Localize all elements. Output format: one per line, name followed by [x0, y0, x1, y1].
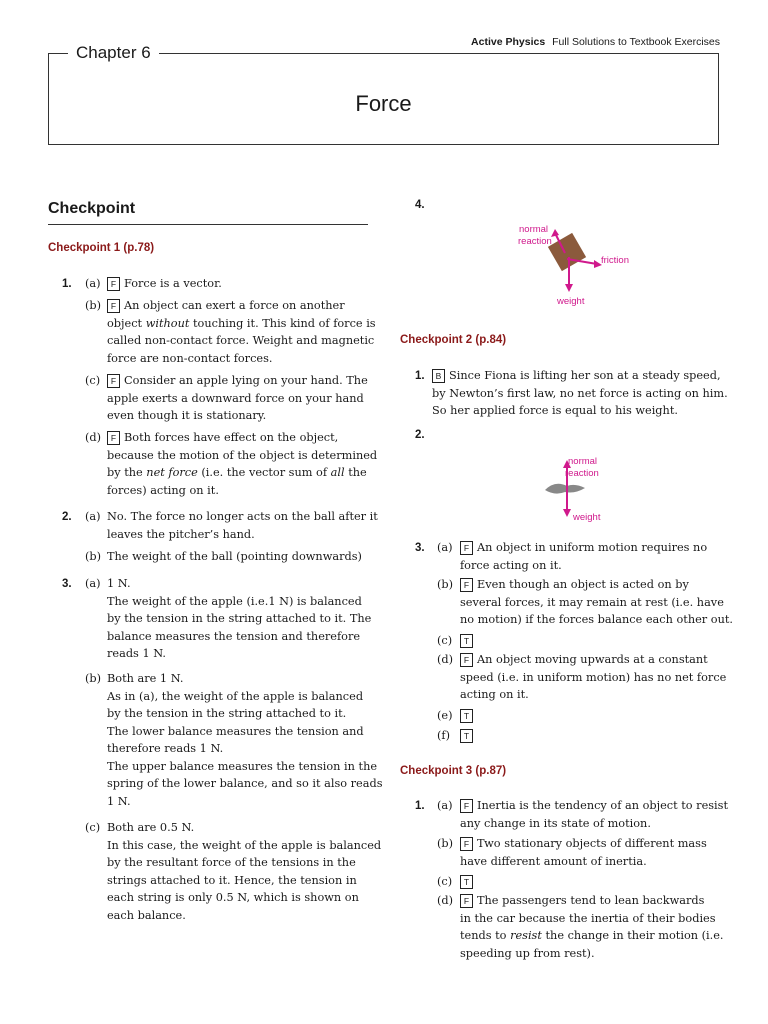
- answer-text: balance measures the tension and therefore: [107, 629, 361, 643]
- answer-text: acting on it.: [460, 688, 529, 701]
- c3q1b-answer: [460, 835, 707, 870]
- section-title: Checkpoint: [48, 200, 136, 217]
- answer-box: F: [107, 374, 120, 388]
- answer-text: the change in their motion (i.e.: [541, 929, 724, 942]
- answer-text: by the tension in the string attached to it.: [107, 707, 347, 720]
- answer-text: Two stationary objects of different mass: [477, 837, 707, 850]
- q1a-answer: [107, 275, 222, 293]
- figure-person-forces: [535, 450, 625, 528]
- q3c-answer: [107, 819, 381, 924]
- answer-text: No. The force no longer acts on the ball after it: [107, 510, 378, 523]
- answer-text: strings attached to it. Hence, the tension in: [107, 873, 357, 887]
- c3q1d-label: (d): [437, 894, 454, 907]
- answer-text: 1 N.: [107, 794, 131, 808]
- label-normal: normal: [519, 224, 549, 235]
- c2q3c-label: (c): [437, 634, 453, 647]
- answer-text: spring of the lower balance, and so it also reads: [107, 777, 383, 790]
- c2q2-number: 2.: [415, 429, 425, 441]
- q2b-label: (b): [85, 550, 102, 563]
- checkpoint-1-heading: Checkpoint 1 (p.78): [48, 242, 155, 254]
- answer-box: T: [460, 709, 473, 723]
- answer-box: F: [460, 541, 473, 555]
- c3q1d-answer: [460, 892, 724, 962]
- c2q3a-label: (a): [437, 541, 453, 554]
- answer-text: the: [344, 466, 367, 479]
- q1-number: 1.: [62, 278, 72, 290]
- answer-box: F: [460, 578, 473, 592]
- answer-text: The lower balance measures the tension and: [107, 724, 364, 738]
- book-title: Active Physics: [471, 36, 546, 48]
- answer-text: by the resultant force of the tensions in the: [107, 856, 356, 869]
- answer-text: touching it. This kind of force is: [189, 316, 376, 330]
- arrowhead: [551, 229, 559, 237]
- q2a-answer: [107, 508, 378, 543]
- block-on-slope: [548, 233, 586, 271]
- answer-box: T: [460, 875, 473, 889]
- q1d-answer: [107, 429, 377, 499]
- answer-text: Both forces have effect on the object,: [124, 431, 339, 444]
- answer-text: Force is a vector.: [124, 277, 222, 290]
- answer-emphasis: all: [330, 466, 345, 479]
- answer-text: Since Fiona is lifting her son at a steady speed,: [449, 369, 721, 382]
- answer-emphasis: resist: [510, 929, 542, 942]
- label-weight: weight: [573, 512, 601, 523]
- answer-text: The upper balance measures the tension in the: [107, 759, 378, 773]
- q3b-answer: [107, 670, 383, 810]
- answer-text: each string is only 0.5 N, which is shown on: [107, 891, 359, 904]
- q3a-answer: [107, 575, 371, 663]
- answer-text: speeding up from rest).: [460, 946, 595, 960]
- answer-box: F: [460, 799, 473, 813]
- q2a-label: (a): [85, 510, 101, 523]
- q3-number: 3.: [62, 578, 72, 590]
- chapter-title: Force: [355, 91, 412, 116]
- answer-text: reads 1 N.: [107, 647, 166, 660]
- answer-text: Consider an apple lying on your hand. The: [124, 374, 368, 387]
- answer-text: Both are 1 N.: [107, 672, 184, 685]
- checkpoint-2-heading: Checkpoint 2 (p.84): [400, 334, 507, 346]
- label-friction: friction: [601, 255, 629, 266]
- c2q3f-answer: [460, 727, 477, 745]
- answer-box: F: [460, 894, 473, 908]
- answer-text: (i.e. the vector sum of: [197, 466, 331, 479]
- answer-text: speed (i.e. in uniform motion) has no net force: [460, 670, 727, 684]
- q1d-label: (d): [85, 431, 102, 444]
- book-subtitle: Full Solutions to Textbook Exercises: [552, 36, 720, 48]
- answer-box: F: [107, 431, 120, 445]
- answer-text: The weight of the apple (i.e.1 N) is balanced: [107, 594, 362, 608]
- figure-block-forces: [505, 215, 645, 315]
- q1c-answer: [107, 372, 368, 425]
- lying-person: [545, 484, 585, 494]
- c2q1-number: 1.: [415, 370, 425, 382]
- c2q3e-answer: [460, 707, 477, 725]
- c3q1a-label: (a): [437, 799, 453, 812]
- answer-box: F: [107, 277, 120, 291]
- answer-text: leaves the pitcher’s hand.: [107, 527, 255, 541]
- answer-text: in the car because the inertia of their bodies: [460, 911, 716, 925]
- answer-box: F: [460, 837, 473, 851]
- label-reaction: reaction: [565, 468, 599, 479]
- answer-text: Inertia is the tendency of an object to resist: [477, 799, 729, 812]
- answer-box: T: [460, 634, 473, 648]
- answer-text: object: [107, 316, 146, 330]
- c2q1-answer: [432, 367, 728, 420]
- answer-text: force are non-contact forces.: [107, 351, 273, 365]
- answer-box: F: [107, 299, 120, 313]
- answer-text: An object in uniform motion requires no: [477, 541, 708, 554]
- c2q3f-label: (f): [437, 729, 450, 742]
- answer-text: have different amount of inertia.: [460, 854, 647, 868]
- answer-text: each balance.: [107, 908, 186, 922]
- answer-box: B: [432, 369, 445, 383]
- answer-text: In this case, the weight of the apple is balanced: [107, 838, 382, 852]
- answer-text: tends to: [460, 929, 511, 942]
- q1b-answer: [107, 297, 376, 367]
- answer-text: apple exerts a downward force on your hand: [107, 391, 364, 405]
- arrowhead: [563, 509, 571, 517]
- answer-text: An object can exert a force on another: [124, 299, 345, 312]
- q3b-label: (b): [85, 672, 102, 685]
- c3q1a-answer: [460, 797, 728, 832]
- c3q1c-answer: [460, 873, 477, 891]
- answer-emphasis: without: [145, 316, 190, 330]
- c3q1b-label: (b): [437, 837, 454, 850]
- label-weight: weight: [557, 296, 585, 307]
- q3a-label: (a): [85, 577, 101, 590]
- answer-text: The passengers tend to lean backwards: [477, 894, 705, 907]
- c2q3b-label: (b): [437, 578, 454, 591]
- c3q1c-label: (c): [437, 875, 453, 888]
- q4-number: 4.: [415, 199, 425, 211]
- answer-text: several forces, it may remain at rest (i.e. have: [460, 595, 724, 609]
- answer-box: T: [460, 729, 473, 743]
- q1b-label: (b): [85, 299, 102, 312]
- q3c-label: (c): [85, 821, 101, 834]
- c2q3c-answer: [460, 632, 477, 650]
- answer-box: F: [460, 653, 473, 667]
- answer-text: force acting on it.: [460, 558, 562, 572]
- c2q3-number: 3.: [415, 542, 425, 554]
- c2q3d-answer: [460, 651, 726, 704]
- q2-number: 2.: [62, 511, 72, 523]
- c3q1-number: 1.: [415, 800, 425, 812]
- answer-text: Even though an object is acted on by: [477, 578, 689, 591]
- answer-text: So her applied force is equal to his weight.: [432, 404, 678, 417]
- answer-text: Both are 0.5 N.: [107, 821, 195, 834]
- label-normal: normal: [568, 456, 598, 467]
- q1a-label: (a): [85, 277, 101, 290]
- answer-text: by the: [107, 466, 147, 479]
- chapter-label: Chapter 6: [68, 43, 159, 63]
- answer-text: no motion) if the forces balance each other out.: [460, 613, 733, 626]
- c2q3d-label: (d): [437, 653, 454, 666]
- answer-text: by the tension in the string attached to it. The: [107, 612, 372, 625]
- q2b-answer: The weight of the ball (pointing downwards): [107, 550, 362, 563]
- c2q3a-answer: [460, 539, 707, 574]
- answer-text: 1 N.: [107, 577, 131, 590]
- c2q3b-answer: [460, 576, 733, 629]
- answer-text: An object moving upwards at a constant: [477, 653, 708, 666]
- answer-text: therefore reads 1 N.: [107, 742, 224, 755]
- answer-text: because the motion of the object is determined: [107, 448, 378, 462]
- answer-text: called non-contact force. Weight and magnetic: [107, 334, 375, 347]
- running-header: [471, 36, 720, 48]
- answer-text: even though it is stationary.: [107, 409, 267, 422]
- answer-emphasis: net force: [146, 466, 198, 479]
- label-reaction: reaction: [518, 236, 552, 247]
- answer-text: As in (a), the weight of the apple is balanced: [107, 689, 364, 703]
- arrowhead: [565, 284, 573, 292]
- answer-text: by Newton’s first law, no net force is acting on him.: [432, 386, 728, 400]
- answer-text: any change in its state of motion.: [460, 816, 651, 830]
- checkpoint-3-heading: Checkpoint 3 (p.87): [400, 765, 507, 777]
- q1c-label: (c): [85, 374, 101, 387]
- answer-text: forces) acting on it.: [107, 483, 219, 497]
- c2q3e-label: (e): [437, 709, 453, 722]
- section-rule: [48, 224, 368, 225]
